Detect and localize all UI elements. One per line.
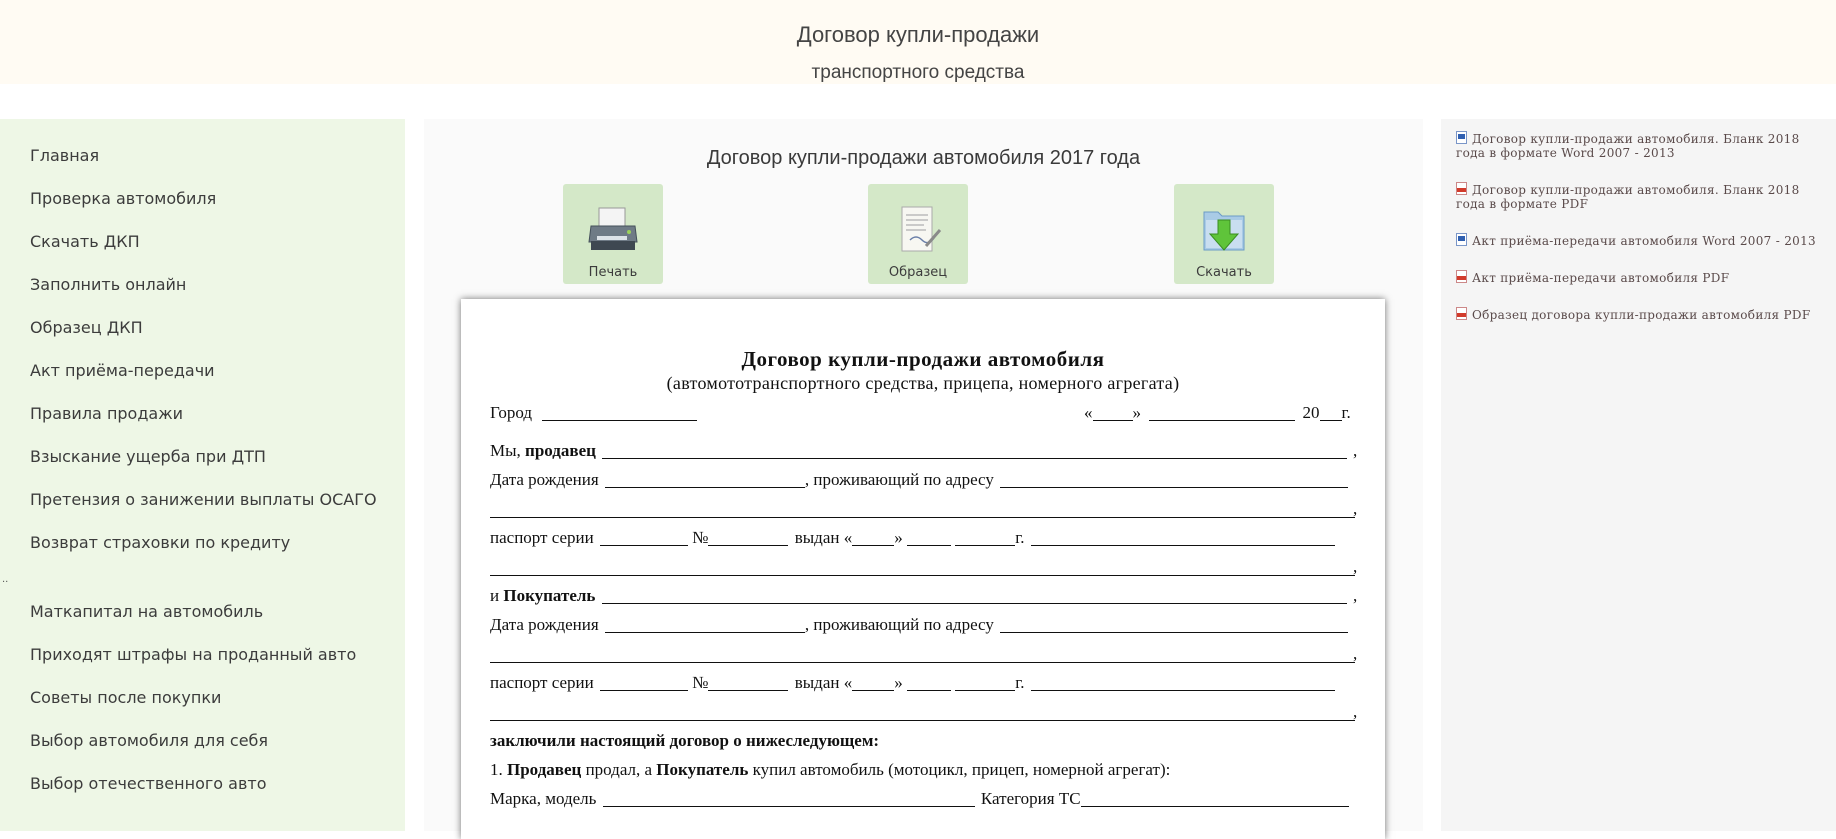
seller-issuer-line: [490, 575, 1355, 576]
sample-button[interactable]: [868, 184, 968, 284]
sidebar-nav: [0, 119, 405, 831]
sidebar-item-osago-claim[interactable]: Претензия о занижении выплаты ОСАГО: [30, 490, 377, 509]
site-subtitle: транспортного средства: [811, 62, 1025, 83]
seller-row: Мы, продавец: [490, 441, 1347, 461]
city-label: Город: [490, 403, 532, 422]
date-row: « » 20 г.: [1084, 403, 1351, 422]
contract-preview: Договор купли-продажи автомобиля (автомототранспортного средства, прицепа, номерного агрегата) Город « » 20 г. Мы, продавец , Дата рождения , проживающий по адресу , паспорт серии № выдан « » г. , и Покупатель , Дата рождения , проживающий по адресу , паспорт серии № выдан « » г. , заключили настоящий договор о нижеследующем: 1. Продавец продал, а Покупатель купил автомобиль (мотоцикл, прицеп, номерной агрегат): Марка, модель Категория ТС: [461, 299, 1385, 839]
contract-preview-subtitle: (автомототранспортного средства, прицепа, номерного агрегата): [666, 373, 1180, 393]
pdf-file-icon: [1456, 182, 1467, 195]
printer-icon: [587, 206, 639, 254]
link-contract-pdf[interactable]: Договор купли-продажи автомобиля. Бланк 2018 года в формате PDF: [1456, 183, 1800, 211]
sidebar-item-home[interactable]: Главная: [30, 146, 100, 165]
main-content: [424, 119, 1423, 831]
sidebar-item-sale-rules[interactable]: Правила продажи: [30, 404, 184, 423]
city-row: [490, 403, 697, 423]
contract-preview-title: Договор купли-продажи автомобиля: [741, 347, 1105, 371]
sidebar-item-fines[interactable]: Приходят штрафы на проданный авто: [30, 645, 357, 664]
brand-model-row: Марка, модель Категория ТС: [490, 789, 1349, 809]
pdf-file-icon: [1456, 307, 1467, 320]
sidebar-item-domestic-car[interactable]: Выбор отечественного авто: [30, 774, 267, 793]
download-button[interactable]: [1174, 184, 1274, 284]
sidebar-item-tips[interactable]: Советы после покупки: [30, 688, 222, 707]
link-sample-pdf[interactable]: Образец договора купли-продажи автомобиля PDF: [1456, 307, 1826, 322]
link-act-word[interactable]: Акт приёма-передачи автомобиля Word 2007 - 2013: [1456, 233, 1826, 248]
sidebar-item-maternity-capital[interactable]: Маткапитал на автомобиль: [30, 602, 264, 621]
sidebar-item-download[interactable]: Скачать ДКП: [30, 232, 140, 251]
buyer-passport-row: паспорт серии № выдан « » г.: [490, 673, 1335, 693]
sample-button-label: Образец: [888, 265, 948, 280]
download-button-label: Скачать: [1196, 265, 1252, 280]
sidebar-item-transfer-act[interactable]: Акт приёма-передачи: [30, 361, 215, 380]
seller-birth-row: Дата рождения , проживающий по адресу: [490, 470, 1348, 490]
link-act-pdf[interactable]: Акт приёма-передачи автомобиля PDF: [1456, 270, 1826, 285]
buyer-address-line: [490, 662, 1355, 663]
sidebar-item-check-car[interactable]: Проверка автомобиля: [30, 189, 217, 208]
site-title: Договор купли-продажи: [796, 22, 1040, 47]
sidebar-item-fill-online[interactable]: Заполнить онлайн: [30, 275, 187, 294]
seller-address-line: [490, 517, 1355, 518]
buyer-row: и Покупатель: [490, 586, 1347, 606]
downloads-panel: [1441, 119, 1836, 831]
clause-1: 1. Продавец продал, а Покупатель купил автомобиль (мотоцикл, прицеп, номерной агрегат):: [490, 760, 1171, 779]
concluded-text: заключили настоящий договор о нижеследующем:: [490, 731, 880, 750]
buyer-issuer-line: [490, 720, 1355, 721]
buyer-birth-row: Дата рождения , проживающий по адресу: [490, 615, 1348, 635]
pdf-file-icon: [1456, 270, 1467, 283]
sidebar-separator: ..: [2, 574, 9, 585]
print-button[interactable]: [563, 184, 663, 284]
sample-document-icon: [892, 206, 944, 254]
sidebar-item-insurance-refund[interactable]: Возврат страховки по кредиту: [30, 533, 291, 552]
contract-title: Договор купли-продажи автомобиля 2017 года: [706, 147, 1141, 169]
download-folder-icon: [1198, 206, 1250, 254]
sidebar-item-choose-car[interactable]: Выбор автомобиля для себя: [30, 731, 269, 750]
print-button-label: Печать: [588, 265, 638, 280]
word-file-icon: [1456, 131, 1467, 144]
sidebar-item-damage-recovery[interactable]: Взыскание ущерба при ДТП: [30, 447, 266, 466]
link-contract-word[interactable]: Договор купли-продажи автомобиля. Бланк 2018 года в формате Word 2007 - 2013: [1456, 132, 1800, 160]
site-header: [0, 0, 1836, 84]
sidebar-item-sample[interactable]: Образец ДКП: [30, 318, 143, 337]
seller-passport-row: паспорт серии № выдан « » г.: [490, 528, 1335, 548]
word-file-icon: [1456, 233, 1467, 246]
